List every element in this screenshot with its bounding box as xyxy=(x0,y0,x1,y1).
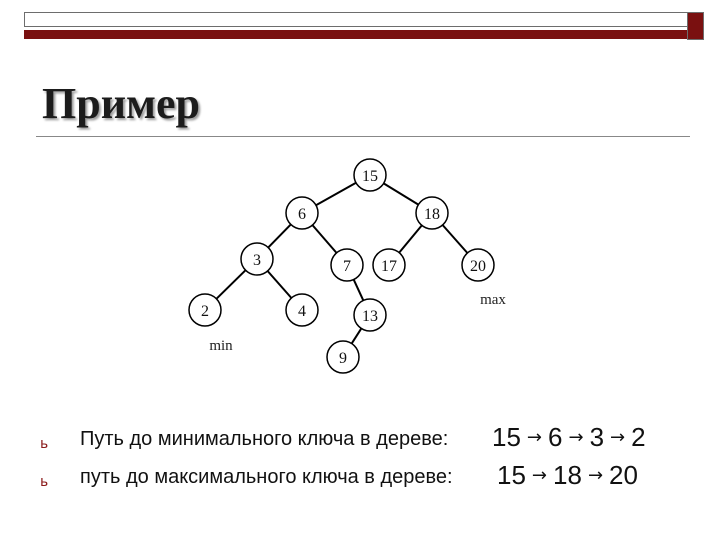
tree-node-label: 15 xyxy=(362,168,378,185)
tree-node-label: 20 xyxy=(470,258,486,275)
arrow-icon: → xyxy=(587,465,604,486)
tree-node-17 xyxy=(373,249,405,281)
tree-node-label: 6 xyxy=(298,206,306,223)
tree-edge xyxy=(316,183,356,205)
bullet-marker: ь xyxy=(40,436,49,452)
tree-node-label: 4 xyxy=(298,303,306,320)
path-node: 6 xyxy=(548,422,563,452)
tree-edge xyxy=(384,183,419,204)
tree-node-18 xyxy=(416,197,448,229)
path-node: 20 xyxy=(609,460,638,490)
arrow-icon: → xyxy=(526,427,543,448)
tree-edge xyxy=(352,328,362,343)
tree-node-label: 18 xyxy=(424,206,440,223)
path-node: 3 xyxy=(589,422,605,452)
tree-node-6 xyxy=(286,197,318,229)
tree-node-label: 2 xyxy=(201,303,209,320)
tree-node-label: 7 xyxy=(343,258,351,275)
slide-title: Пример xyxy=(42,79,201,128)
tree-edge xyxy=(312,225,336,253)
tree-node-label: 3 xyxy=(253,252,261,269)
min-key-path xyxy=(490,422,648,453)
path-node: 2 xyxy=(631,422,646,452)
bullet-text: путь до максимального ключа в дереве: xyxy=(80,466,453,488)
tree-node-9 xyxy=(327,341,359,373)
min-annotation: min xyxy=(209,338,233,354)
arrow-icon: → xyxy=(568,427,584,448)
tree-node-label: 13 xyxy=(362,308,378,325)
tree-node-label: 17 xyxy=(381,258,397,275)
max-annotation: max xyxy=(480,292,506,308)
tree-node-13 xyxy=(354,299,386,331)
tree-node-2 xyxy=(189,294,221,326)
tree-edge xyxy=(268,271,292,298)
tree-node-4 xyxy=(286,294,318,326)
path-node: 15 xyxy=(497,460,526,490)
tree-edge xyxy=(399,225,422,252)
tree-edge xyxy=(443,225,468,253)
tree-node-label: 9 xyxy=(339,350,347,367)
bullet-text: Путь до минимального ключа в дереве: xyxy=(80,428,449,450)
bullet-marker: ь xyxy=(40,474,49,490)
tree-edge xyxy=(216,270,245,299)
path-node: 15 xyxy=(492,422,521,452)
path-node: 18 xyxy=(553,460,582,490)
max-key-path xyxy=(495,460,640,491)
tree-node-20 xyxy=(462,249,494,281)
arrow-icon: → xyxy=(531,465,548,486)
arrow-icon: → xyxy=(610,427,626,448)
tree-edge xyxy=(268,224,291,247)
tree-edge xyxy=(354,280,364,301)
tree-node-3 xyxy=(241,243,273,275)
tree-node-15 xyxy=(354,159,386,191)
tree-node-7 xyxy=(331,249,363,281)
